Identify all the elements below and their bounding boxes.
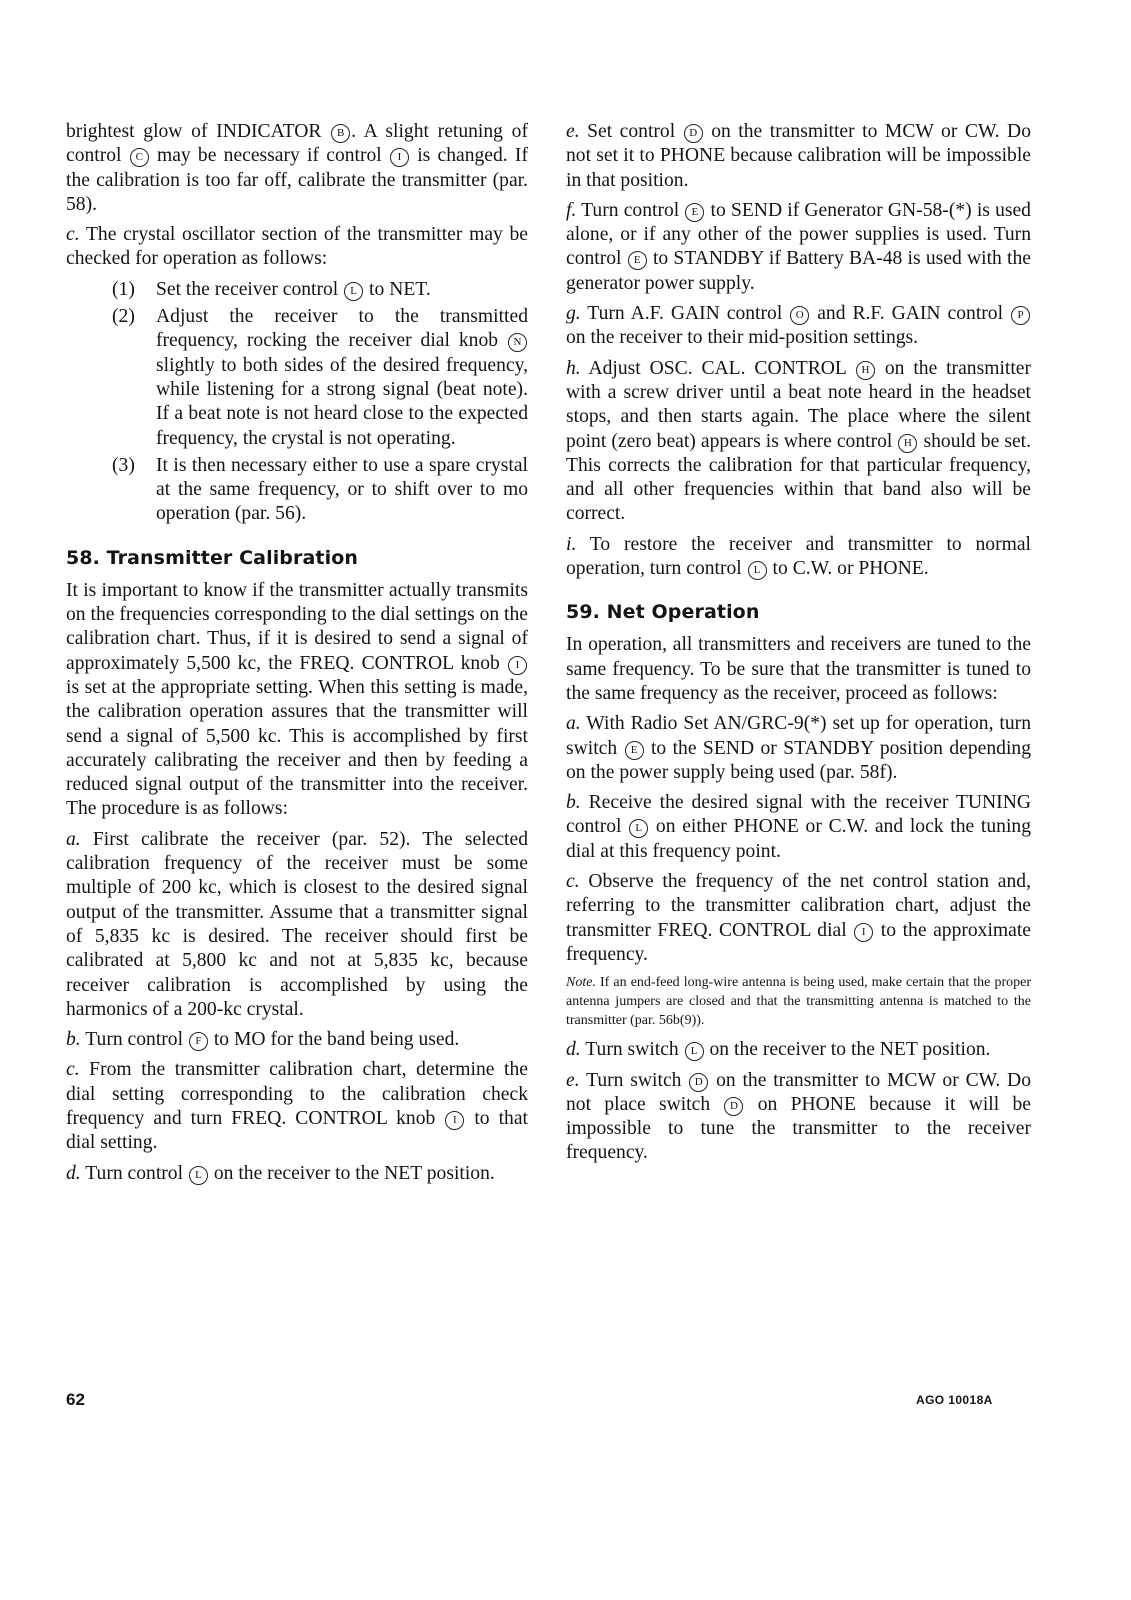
control-label-marker: E [628,251,647,270]
section-heading-59: 59. Net Operation [566,601,760,624]
control-label-marker: L [685,1042,704,1061]
control-label-marker: L [189,1166,208,1185]
net-step-c-paragraph: c. Observe the frequency of the net control station and, referring to the transmitter calibration chart, adjust the transmitter FREQ. CONTROL dial I to the approximate frequency. [566,871,1032,965]
control-label-marker: H [856,361,875,380]
antenna-note: Note. If an end-feed long-wire antenna is being used, make certain that the proper antenna jumpers are closed and that the transmitting antenna is matched to the transmitter (par. 56b(9)). [566,975,1031,1029]
left-column [66,120,528,1192]
control-label-marker: I [445,1111,464,1130]
sub-step-2: (2) Adjust the receiver to the transmitted frequency, rocking the receiver dial knob N slightly to both sides of the desired frequency, while listening for a strong signal (beat note). If a beat note is not heard close to the expected frequency, the crystal is not operating. [112,306,528,449]
control-label-marker: O [790,306,809,325]
control-label-marker: L [344,282,363,301]
step-e-paragraph: e. Set control D on the transmitter to MCW or CW. Do not set it to PHONE because calibration will be impossible in that position. [566,121,1031,191]
control-label-marker: P [1011,306,1030,325]
section-58-intro: It is important to know if the transmitter actually transmits on the frequencies corresponding to the dial settings on the calibration chart. Thus, if it is desired to send a signal of approximately 5,500 kc, the FREQ. CONTROL knob I is set at the appropriate setting. When this setting is made, the calibration operation assures that the transmitter will send a signal of 5,500 kc. This is accomplished by first accurately calibrating the receiver and then by feeding a reduced signal output of the transmitter into the receiver. The procedure is as follows: [66,579,528,820]
step-h-paragraph: h. Adjust OSC. CAL. CONTROL H on the transmitter with a screw driver until a beat note heard in the headset stops, and then starts again. The place where the silent point (zero beat) appears is where control H should be set. This corrects the calibration for that particular frequency, and all other frequencies within that band also will be correct. [566,357,1032,525]
control-label-marker: B [331,124,350,143]
page-number: 62 [66,1390,85,1409]
step-d-paragraph: d. Turn control L on the receiver to the NET position. [66,1162,495,1184]
paragraph-continuation: brightest glow of INDICATOR B . A slight retuning of control C may be necessary if control I is changed. If the calibration is too far off, calibrate the transmitter (par. 58). [66,121,528,215]
section-heading-58: 58. Transmitter Calibration [66,546,358,569]
control-label-marker: L [748,561,767,580]
step-a-paragraph: a. First calibrate the receiver (par. 52). The selected calibration frequency of the receiver must be some multiple of 200 kc, which is closest to the desired signal output of the transmitter. Assume that a transmitter signal of 5,835 kc is desired. The receiver should first be calibrated at 5,800 kc and not at 5,835 kc, because receiver calibration is accomplished by using the harmonics of a 200-kc crystal. [66,828,528,1020]
control-label-marker: F [189,1032,208,1051]
step-c-paragraph: c. From the transmitter calibration chart, determine the dial setting corresponding to the calibration check frequency and turn FREQ. CONTROL knob I to that dial setting. [66,1059,528,1154]
sub-step-3: (3) It is then necessary either to use a spare crystal at the same frequency, or to shift over to mo operation (par. 56). [112,454,528,525]
control-label-marker: L [629,819,648,838]
section-59-intro: In operation, all transmitters and receivers are tuned to the same frequency. To be sure that the transmitter is tuned to the same frequency as the receiver, proceed as follows: [566,634,1031,704]
step-i-paragraph: i. To restore the receiver and transmitter to normal operation, turn control L to C.W. or PHONE. [566,533,1031,580]
sub-step-1: (1) Set the receiver control L to NET. [112,278,431,300]
control-label-marker: E [685,203,704,222]
net-step-b-paragraph: b. Receive the desired signal with the receiver TUNING control L on either PHONE or C.W. and lock the tuning dial at this frequency point. [566,792,1031,862]
control-label-marker: D [724,1097,743,1116]
step-g-paragraph: g. Turn A.F. GAIN control O and R.F. GAIN control P on the receiver to their mid-position settings. [566,302,1031,351]
control-label-marker: C [130,148,149,167]
step-f-paragraph: f. Turn control E to SEND if Generator GN-58-(*) is used alone, or if any other of the power supplies is used. Turn control E to STANDBY if Battery BA-48 is used with the generator power supply. [566,199,1031,294]
control-label-marker: H [898,434,917,453]
document-code: AGO 10018A [916,1393,993,1407]
control-label-marker: I [854,923,873,942]
step-b-paragraph: b. Turn control F to MO for the band being used. [66,1029,460,1051]
control-label-marker: I [508,656,527,675]
control-label-marker: D [689,1073,708,1092]
right-column [566,120,1031,1172]
control-label-marker: N [508,333,527,352]
control-label-marker: E [625,741,644,760]
net-step-d-paragraph: d. Turn switch L on the receiver to the NET position. [566,1039,991,1061]
net-step-a-paragraph: a. With Radio Set AN/GRC-9(*) set up for operation, turn switch E to the SEND or STANDBY position depending on the power supply being used (par. 58f). [566,713,1031,783]
control-label-marker: D [684,124,703,143]
step-c-paragraph: c. The crystal oscillator section of the transmitter may be checked for operation as follows: [66,224,528,270]
control-label-marker: I [390,148,409,167]
net-step-e-paragraph: e. Turn switch D on the transmitter to MCW or CW. Do not place switch D on PHONE because it will be impossible to tune the transmitter to the receiver frequency. [566,1069,1031,1164]
